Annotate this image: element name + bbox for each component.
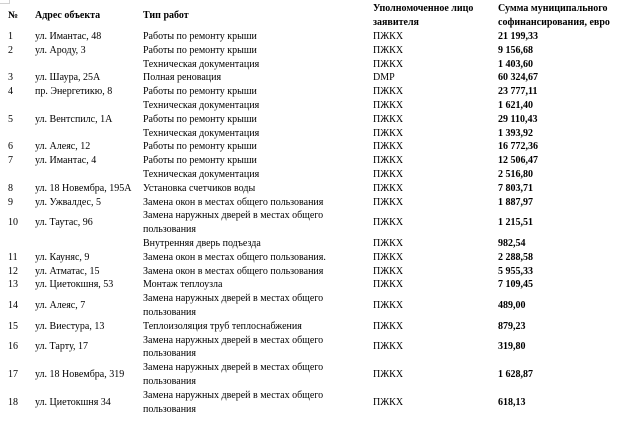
cell-applicant: ПЖКХ — [373, 99, 404, 111]
cell-address: ул. Циетокшня, 53 — [35, 279, 114, 291]
cell-amount: 879,23 — [498, 320, 526, 332]
cell-num: 2 — [8, 44, 13, 56]
table-row — [8, 44, 624, 58]
cell-applicant: ПЖКХ — [373, 217, 404, 229]
cell-num — [8, 99, 35, 113]
cell-num — [8, 237, 35, 251]
cell-type: Замена наружных дверей в местах общего пользования — [143, 362, 324, 387]
table-row — [8, 334, 624, 362]
cell-num: 17 — [8, 369, 18, 381]
cell-num — [8, 58, 35, 72]
cell-type: Монтаж теплоузла — [143, 279, 223, 291]
cell-applicant: ПЖКХ — [373, 31, 404, 42]
cell-applicant: ПЖКХ — [373, 196, 404, 208]
cell-num: 15 — [8, 320, 18, 332]
cell-num: 1 — [8, 31, 13, 42]
table-row — [8, 71, 624, 85]
table-row — [8, 237, 624, 251]
column-header-applicant: Уполномоченное лицо заявителя — [373, 3, 474, 28]
cell-type: Техническая документация — [143, 99, 260, 111]
cell-num: 10 — [8, 217, 18, 229]
cell-num: 3 — [8, 72, 13, 84]
cell-type: Работы по ремонту крыши — [143, 86, 257, 98]
cell-applicant: ПЖКХ — [373, 141, 404, 153]
cell-applicant: ПЖКХ — [373, 369, 404, 381]
cell-amount: 23 777,11 — [498, 86, 538, 98]
table-header — [8, 2, 624, 30]
table-row — [8, 196, 624, 210]
cell-address: ул. Ужвалдес, 5 — [35, 196, 101, 208]
cell-address: ул. Циетокшня 34 — [35, 396, 111, 408]
table-row — [8, 30, 624, 44]
table-row — [8, 140, 624, 154]
cell-num: 8 — [8, 182, 13, 194]
column-header-num: № — [8, 10, 19, 22]
cell-address: ул. 18 Новембра, 195А — [35, 182, 132, 194]
cell-amount: 319,80 — [498, 341, 526, 353]
cell-type: Техническая документация — [143, 127, 260, 139]
cell-applicant: ПЖКХ — [373, 127, 404, 139]
cell-type: Полная реновация — [143, 72, 222, 84]
cell-type: Техническая документация — [143, 168, 260, 180]
cell-applicant: ПЖКХ — [373, 113, 404, 125]
cell-type: Работы по ремонту крыши — [143, 155, 257, 167]
cell-type: Замена окон в местах общего пользования — [143, 265, 324, 277]
cell-applicant: ПЖКХ — [373, 237, 404, 249]
cell-applicant: ПЖКХ — [373, 58, 404, 70]
cell-address — [35, 58, 143, 72]
cell-address: ул. 18 Новембра, 319 — [35, 369, 125, 381]
cell-type: Замена наружных дверей в местах общего пользования — [143, 210, 324, 236]
cell-type: Работы по ремонту крыши — [143, 141, 257, 153]
table-body — [8, 30, 624, 416]
cell-address — [35, 127, 143, 141]
cell-applicant: ПЖКХ — [373, 44, 404, 56]
cell-address: пр. Энергетикю, 8 — [35, 86, 113, 98]
cell-type: Теплоизоляция труб теплоснабжения — [143, 320, 302, 332]
cell-amount: 1 393,92 — [498, 127, 533, 139]
table-header-row — [8, 2, 624, 30]
table-row — [8, 278, 624, 292]
cell-address: ул. Кауняс, 9 — [35, 251, 90, 263]
table-row — [8, 265, 624, 279]
table-row — [8, 320, 624, 334]
table-row — [8, 127, 624, 141]
cell-amount: 1 887,97 — [498, 196, 533, 208]
cell-address: ул. Имантас, 4 — [35, 155, 97, 167]
cell-amount: 2 516,80 — [498, 168, 533, 180]
cell-address: ул. Алеяс, 12 — [35, 141, 91, 153]
cell-num: 13 — [8, 279, 18, 291]
cell-amount: 1 628,87 — [498, 369, 533, 381]
column-header-type: Тип работ — [143, 10, 189, 22]
table-row — [8, 168, 624, 182]
cell-applicant: ПЖКХ — [373, 396, 404, 408]
table-row — [8, 361, 624, 389]
cell-address: ул. Вентспилс, 1А — [35, 113, 113, 125]
cell-type: Установка счетчиков воды — [143, 182, 256, 194]
cell-amount: 1 621,40 — [498, 99, 533, 111]
cell-num: 9 — [8, 196, 13, 208]
cell-num — [8, 127, 35, 141]
cell-num — [8, 168, 35, 182]
cell-applicant: ПЖКХ — [373, 182, 404, 194]
cell-num: 6 — [8, 141, 13, 153]
cell-address: ул. Виестура, 13 — [35, 320, 105, 332]
cell-amount: 7 803,71 — [498, 182, 533, 194]
cell-type: Замена наружных дверей в местах общего пользования — [143, 293, 324, 318]
cell-address: ул. Атматас, 15 — [35, 265, 100, 277]
cell-amount: 1 215,51 — [498, 217, 533, 229]
cell-num: 11 — [8, 251, 18, 263]
cell-num: 7 — [8, 155, 13, 167]
cell-amount: 29 110,43 — [498, 113, 538, 125]
cell-applicant: ПЖКХ — [373, 155, 404, 167]
cell-type: Работы по ремонту крыши — [143, 31, 257, 42]
cell-num: 4 — [8, 86, 13, 98]
cell-type: Замена окон в местах общего пользования — [143, 196, 324, 208]
cell-type: Внутренняя дверь подъезда — [143, 237, 261, 249]
table-row — [8, 58, 624, 72]
cell-amount: 7 109,45 — [498, 279, 533, 291]
cell-amount: 2 288,58 — [498, 251, 533, 263]
table-row — [8, 251, 624, 265]
cell-applicant: ПЖКХ — [373, 251, 404, 263]
cell-num: 16 — [8, 341, 18, 353]
table-row — [8, 389, 624, 417]
cell-applicant: ПЖКХ — [373, 265, 404, 277]
cell-num: 5 — [8, 113, 13, 125]
cofinancing-table — [8, 2, 624, 416]
cell-amount: 5 955,33 — [498, 265, 533, 277]
table-row — [8, 209, 624, 237]
cell-address: ул. Ароду, 3 — [35, 44, 86, 56]
cell-amount: 1 403,60 — [498, 58, 533, 70]
table-row — [8, 292, 624, 320]
cell-address: ул. Шаура, 25А — [35, 72, 101, 84]
cell-address: ул. Имантас, 48 — [35, 31, 102, 42]
cell-applicant: ПЖКХ — [373, 86, 404, 98]
cell-type: Работы по ремонту крыши — [143, 113, 257, 125]
cell-amount: 21 199,33 — [498, 31, 538, 42]
cell-amount: 9 156,68 — [498, 44, 533, 56]
cell-applicant: ПЖКХ — [373, 320, 404, 332]
table-row — [8, 113, 624, 127]
cell-address: ул. Алеяс, 7 — [35, 300, 86, 312]
cell-address: ул. Таутас, 96 — [35, 217, 93, 229]
cell-type: Замена наружных дверей в местах общего пользования — [143, 389, 324, 415]
cell-applicant: ПЖКХ — [373, 279, 404, 291]
cell-type: Замена наружных дверей в местах общего пользования — [143, 334, 324, 360]
cell-type: Замена окон в местах общего пользования. — [143, 251, 326, 263]
cell-applicant: ПЖКХ — [373, 341, 404, 353]
table-row — [8, 154, 624, 168]
cell-amount: 16 772,36 — [498, 141, 538, 153]
column-header-address: Адрес объекта — [35, 10, 101, 22]
cell-address — [35, 237, 143, 251]
table-row — [8, 85, 624, 99]
cell-amount: 982,54 — [498, 237, 526, 249]
table-row — [8, 182, 624, 196]
cell-amount: 12 506,47 — [498, 155, 538, 167]
cell-num: 12 — [8, 265, 18, 277]
cell-type: Работы по ремонту крыши — [143, 44, 257, 56]
cell-address — [35, 99, 143, 113]
cell-applicant: ПЖКХ — [373, 168, 404, 180]
cell-applicant: ПЖКХ — [373, 300, 404, 312]
cell-amount: 489,00 — [498, 300, 526, 312]
cell-address: ул. Тарту, 17 — [35, 341, 88, 353]
cell-address — [35, 168, 143, 182]
cell-amount: 618,13 — [498, 396, 526, 408]
cell-type: Техническая документация — [143, 58, 260, 70]
cell-applicant: DMP — [373, 72, 395, 84]
column-header-amount: Сумма муниципального софинансирования, евро — [498, 3, 610, 28]
table-row — [8, 99, 624, 113]
cell-num: 18 — [8, 396, 18, 408]
cell-num: 14 — [8, 300, 18, 312]
cell-amount: 60 324,67 — [498, 72, 538, 84]
